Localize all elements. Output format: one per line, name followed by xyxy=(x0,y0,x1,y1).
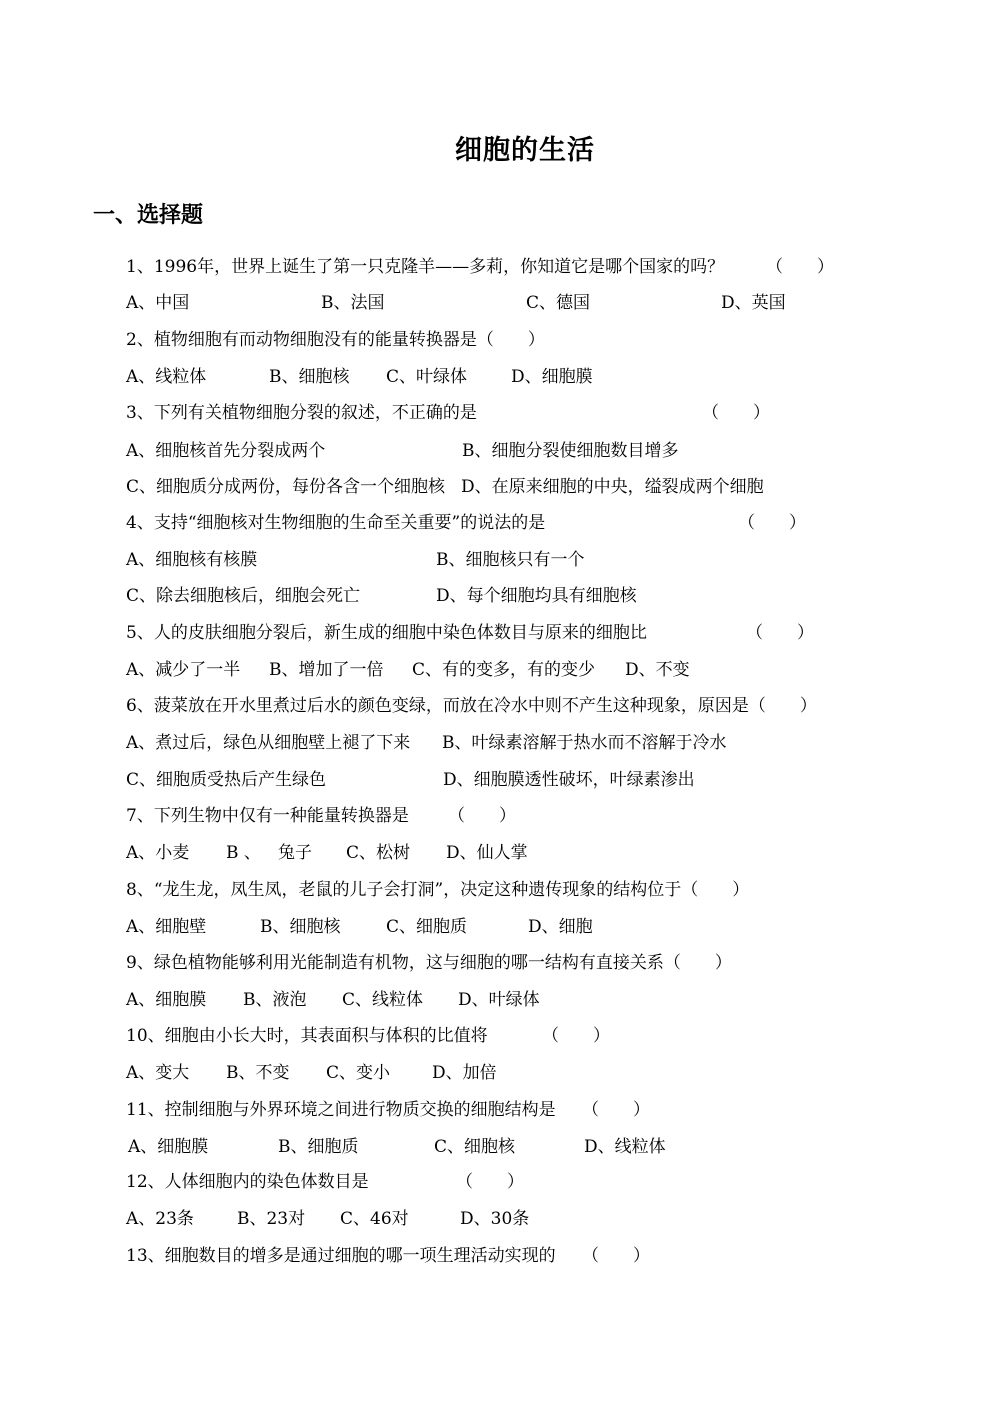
option-b: B、23对 xyxy=(237,1209,306,1229)
option-d: D、仙人掌 xyxy=(446,843,528,863)
option-c: C、德国 xyxy=(526,293,591,313)
option-b-text: 兔子 xyxy=(278,843,312,863)
option-c: C、细胞质分成两份，每份各含一个细胞核 xyxy=(126,477,446,497)
answer-paren: （ ） xyxy=(542,1026,610,1046)
options-7 xyxy=(126,842,546,864)
option-d: D、细胞膜 xyxy=(511,367,593,387)
question-13 xyxy=(126,1245,686,1267)
answer-paren: （ ） xyxy=(746,623,814,643)
option-d: D、每个细胞均具有细胞核 xyxy=(436,586,637,606)
question-4 xyxy=(126,512,806,534)
options-2 xyxy=(126,366,626,388)
question-text: 10、细胞由小长大时，其表面积与体积的比值将 xyxy=(126,1026,488,1046)
option-b: B、细胞核只有一个 xyxy=(436,550,585,570)
answer-paren: （ ） xyxy=(448,806,516,826)
option-c: C、变小 xyxy=(326,1063,391,1083)
question-text: 6、菠菜放在开水里煮过后水的颜色变绿，而放在冷水中则不产生这种现象，原因是（ ） xyxy=(126,696,817,716)
question-text: 4、支持“细胞核对生物细胞的生命至关重要”的说法的是 xyxy=(126,513,546,533)
question-text: 5、人的皮肤细胞分裂后，新生成的细胞中染色体数目与原来的细胞比 xyxy=(126,623,647,643)
options-5 xyxy=(126,659,726,681)
question-text: 12、人体细胞内的染色体数目是 xyxy=(126,1172,369,1192)
option-d: D、30条 xyxy=(460,1209,530,1229)
question-10 xyxy=(126,1025,626,1047)
question-text: 11、控制细胞与外界环境之间进行物质交换的细胞结构是 xyxy=(126,1100,556,1120)
question-7 xyxy=(126,805,526,827)
answer-paren: （ ） xyxy=(702,403,770,423)
option-d: D、在原来细胞的中央，缢裂成两个细胞 xyxy=(461,477,764,497)
option-a: A、细胞核首先分裂成两个 xyxy=(126,441,326,461)
options-9 xyxy=(126,989,586,1011)
question-text: 8、“龙生龙，凤生凤，老鼠的儿子会打洞”，决定这种遗传现象的结构位于（ ） xyxy=(126,880,750,900)
question-3 xyxy=(126,402,770,424)
options-4b xyxy=(126,585,676,607)
option-c: C、线粒体 xyxy=(342,990,424,1010)
option-c: C、46对 xyxy=(340,1209,409,1229)
options-8 xyxy=(126,916,646,938)
answer-paren: （ ） xyxy=(738,513,806,533)
option-c: C、细胞质 xyxy=(386,917,468,937)
answer-paren: （ ） xyxy=(766,257,834,277)
option-a: A、中国 xyxy=(126,293,190,313)
option-a: A、煮过后，绿色从细胞壁上褪了下来 xyxy=(126,733,411,753)
option-a: A、小麦 xyxy=(126,843,190,863)
question-text: 1、1996年，世界上诞生了第一只克隆羊——多莉，你知道它是哪个国家的吗？ xyxy=(126,257,725,277)
options-6a xyxy=(126,732,746,754)
option-c: C、细胞质受热后产生绿色 xyxy=(126,770,327,790)
question-1 xyxy=(126,256,846,278)
options-6b xyxy=(126,769,726,791)
options-12 xyxy=(126,1208,556,1230)
question-9 xyxy=(126,952,732,974)
answer-paren: （ ） xyxy=(582,1100,650,1120)
option-b: B、细胞分裂使细胞数目增多 xyxy=(462,441,679,461)
option-d: D、不变 xyxy=(625,660,690,680)
option-c: C、除去细胞核后，细胞会死亡 xyxy=(126,586,361,606)
option-a: A、变大 xyxy=(126,1063,190,1083)
question-text: 2、植物细胞有而动物细胞没有的能量转换器是（ ） xyxy=(126,330,545,350)
question-text: 9、绿色植物能够利用光能制造有机物，这与细胞的哪一结构有直接关系（ ） xyxy=(126,953,732,973)
option-c: C、松树 xyxy=(346,843,411,863)
option-a: A、细胞膜 xyxy=(128,1137,209,1157)
question-text: 7、下列生物中仅有一种能量转换器是 xyxy=(126,806,409,826)
answer-paren: （ ） xyxy=(456,1172,524,1192)
options-3a xyxy=(126,440,726,462)
question-6 xyxy=(126,695,817,717)
options-10 xyxy=(126,1062,526,1084)
options-1 xyxy=(126,292,826,314)
option-d: D、英国 xyxy=(721,293,786,313)
question-11 xyxy=(126,1099,650,1121)
options-4a xyxy=(126,549,626,571)
page-title: 细胞的生活 xyxy=(455,135,595,166)
option-d: D、叶绿体 xyxy=(458,990,540,1010)
option-d: D、加倍 xyxy=(432,1063,497,1083)
question-5 xyxy=(126,622,816,644)
option-a: A、23条 xyxy=(126,1209,194,1229)
option-a: A、细胞核有核膜 xyxy=(126,550,258,570)
options-11 xyxy=(126,1136,686,1158)
option-d: D、细胞 xyxy=(528,917,593,937)
option-b: B、液泡 xyxy=(243,990,307,1010)
option-a: A、细胞壁 xyxy=(126,917,207,937)
answer-paren: （ ） xyxy=(582,1246,650,1266)
question-12 xyxy=(126,1171,546,1193)
question-8 xyxy=(126,879,749,901)
option-b: B、法国 xyxy=(321,293,385,313)
option-b: B、增加了一倍 xyxy=(269,660,384,680)
options-3b xyxy=(126,476,776,498)
question-text: 3、下列有关植物细胞分裂的叙述，不正确的是 xyxy=(126,403,477,423)
question-text: 13、细胞数目的增多是通过细胞的哪一项生理活动实现的 xyxy=(126,1246,556,1266)
option-b: B、不变 xyxy=(226,1063,290,1083)
option-a: A、细胞膜 xyxy=(126,990,207,1010)
option-b: B、细胞质 xyxy=(278,1137,359,1157)
option-b: B、细胞核 xyxy=(260,917,341,937)
option-c: C、有的变多，有的变少 xyxy=(412,660,596,680)
option-a: A、线粒体 xyxy=(126,367,207,387)
option-c: C、细胞核 xyxy=(434,1137,516,1157)
question-2 xyxy=(126,329,545,351)
option-b: B、细胞核 xyxy=(269,367,350,387)
option-d: D、线粒体 xyxy=(584,1137,666,1157)
option-d: D、细胞膜透性破坏，叶绿素渗出 xyxy=(443,770,695,790)
option-c: C、叶绿体 xyxy=(386,367,468,387)
section-heading: 一、选择题 xyxy=(93,202,204,228)
option-b: B、叶绿素溶解于热水而不溶解于冷水 xyxy=(442,733,727,753)
option-a: A、减少了一半 xyxy=(126,660,241,680)
option-b: B 、 xyxy=(226,843,261,863)
